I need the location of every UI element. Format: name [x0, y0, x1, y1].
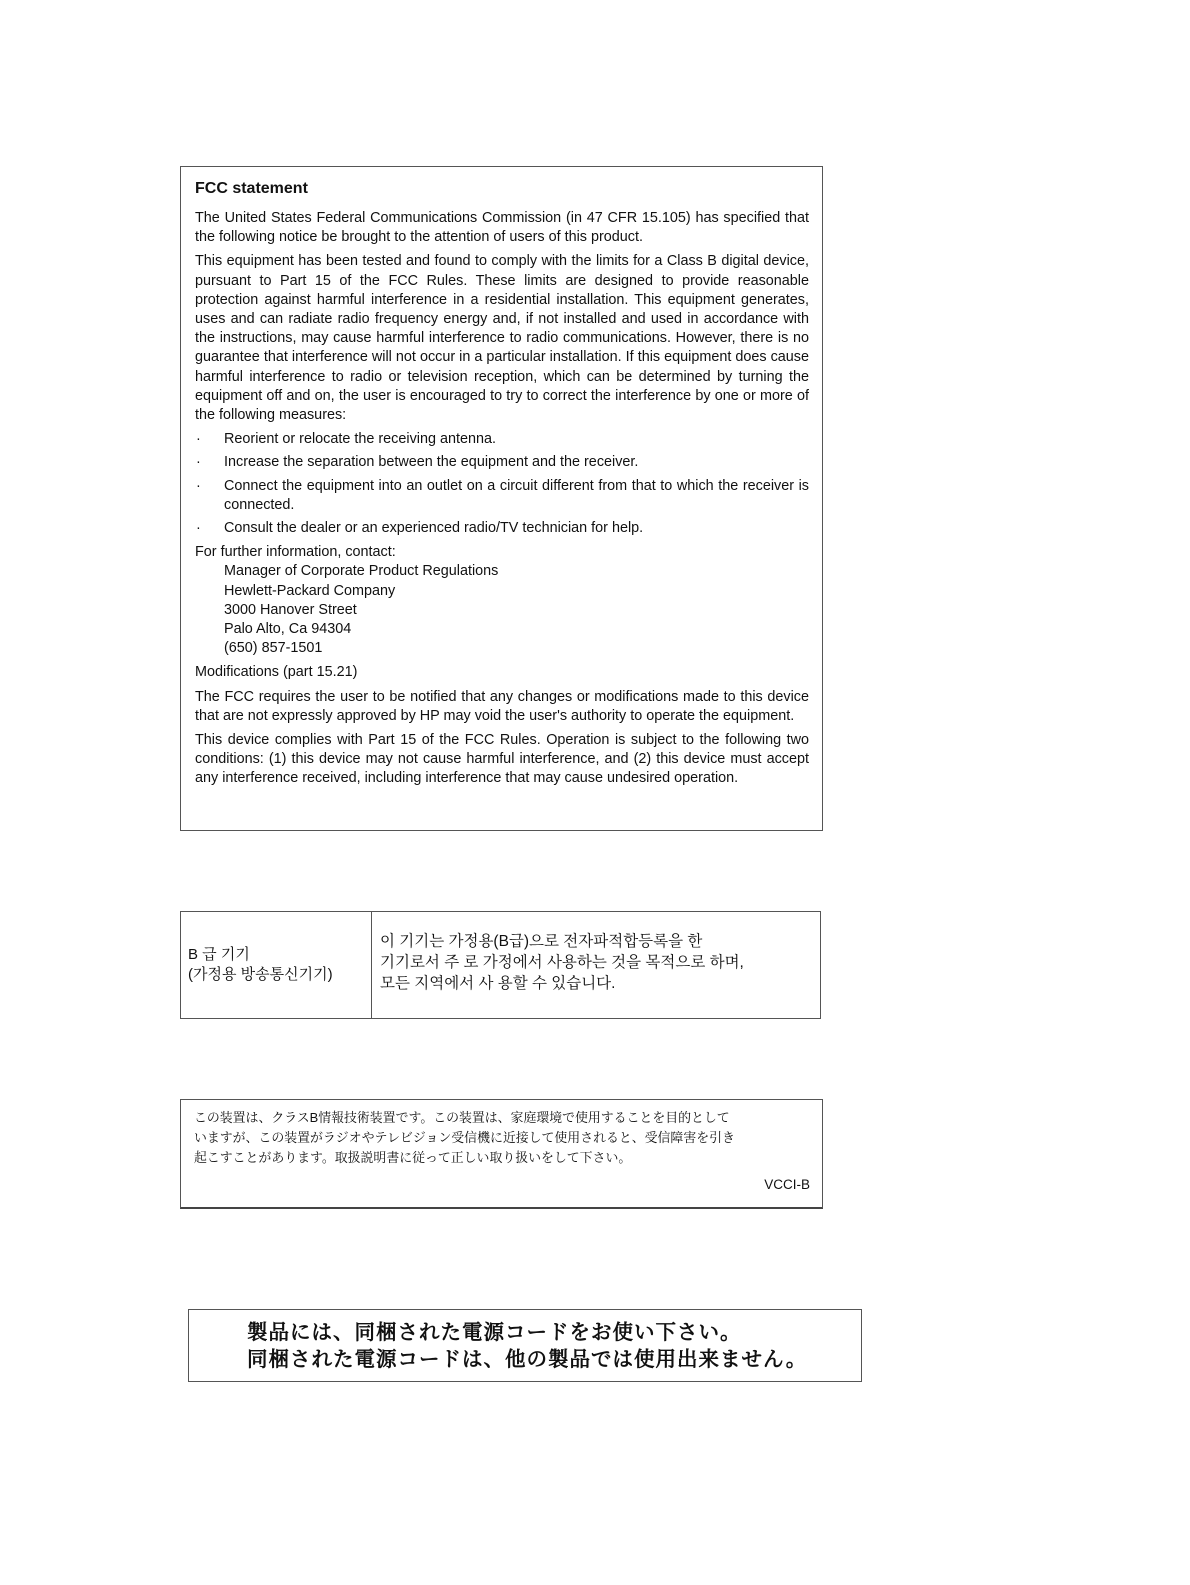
contact-phone: (650) 857-1501 — [224, 640, 323, 657]
list-item: · Connect the equipment into an outlet on a circuit different from that to which the receiver is connected. — [196, 477, 809, 513]
bullet-icon: · — [196, 520, 201, 537]
fcc-statement-box — [180, 166, 823, 831]
list-item: · Consult the dealer or an experienced radio/TV technician for help. — [195, 519, 809, 538]
fcc-compliance-text: This device complies with Part 15 of the FCC Rules. Operation is subject to the following two conditions: (1) this device may not cause harmful interference, and (2) this device must accept any interference received, including interference that may cause undesired operation. — [195, 732, 809, 787]
fcc-modifications-heading: Modifications (part 15.21) — [195, 664, 358, 681]
bullet-icon: · — [196, 454, 201, 471]
contact-city: Palo Alto, Ca 94304 — [224, 621, 352, 638]
korean-notice-text: 이 기기는 가정용(B급)으로 전자파적합등록을 한 기기로서 주 로 가정에서 사용하는 것을 목적으로 하며, 모든 지역에서 사 용할 수 있습니다. — [380, 933, 744, 992]
vcci-mark: VCCI-B — [764, 1177, 810, 1192]
list-item: · Increase the separation between the equipment and the receiver. — [195, 453, 809, 472]
fcc-body: This equipment has been tested and found to comply with the limits for a Class B digital device, pursuant to Part 15 of the FCC Rules. These limits are designed to provide reasonable protection against harmful interference in a residential installation. This equipment generates, uses and can radiate radio frequency energy and, if not installed and used in accordance with the instructions, may cause harmful interference to radio communications. However, there is no guarantee that interference will not occur in a particular installation. If this equipment does cause harmful interference to radio or television reception, which can be determined by turning the equipment off and on, the user is encouraged to try to correct the interference by one or more of the following measures: — [195, 253, 809, 424]
korean-class-label: B 급 기기 (가정용 방송통신기기) — [181, 912, 372, 1018]
korean-class-b-notice — [180, 911, 821, 1019]
fcc-modifications-text: The FCC requires the user to be notified that any changes or modifications made to this device that are not expressly approved by HP may void the user's authority to operate the equipment. — [195, 688, 809, 724]
vcci-notice-box — [180, 1099, 823, 1209]
bullet-icon: · — [196, 431, 201, 448]
bullet-icon: · — [196, 477, 201, 494]
fcc-measures-list — [195, 430, 809, 538]
list-item: · Reorient or relocate the receiving antenna. — [195, 430, 809, 449]
power-cord-line-2: 同梱された電源コードは、他の製品では使用出来ません。 — [247, 1348, 808, 1371]
contact-street: 3000 Hanover Street — [224, 601, 357, 618]
fcc-contact-address — [224, 562, 809, 658]
fcc-title: FCC statement — [195, 180, 308, 197]
fcc-intro: The United States Federal Communications Commission (in 47 CFR 15.105) has specified that the following notice be brought to the attention of users of this product. — [195, 210, 809, 246]
power-cord-notice-box — [188, 1309, 862, 1382]
contact-company: Hewlett-Packard Company — [224, 582, 396, 599]
vcci-text: この装置は、クラスB情報技術装置です。この装置は、家庭環境で使用することを目的として いますが、この装置がラジオやテレビジョン受信機に近接して使用されると、受信障害を引き 起こすことがあります。取扱説明書に従って正しい取り扱いをして下さい。 — [194, 1110, 735, 1165]
fcc-contact-heading: For further information, contact: — [195, 544, 396, 561]
contact-name: Manager of Corporate Product Regulations — [224, 563, 499, 580]
power-cord-line-1: 製品には、同梱された電源コードをお使い下さい。 — [247, 1321, 742, 1344]
